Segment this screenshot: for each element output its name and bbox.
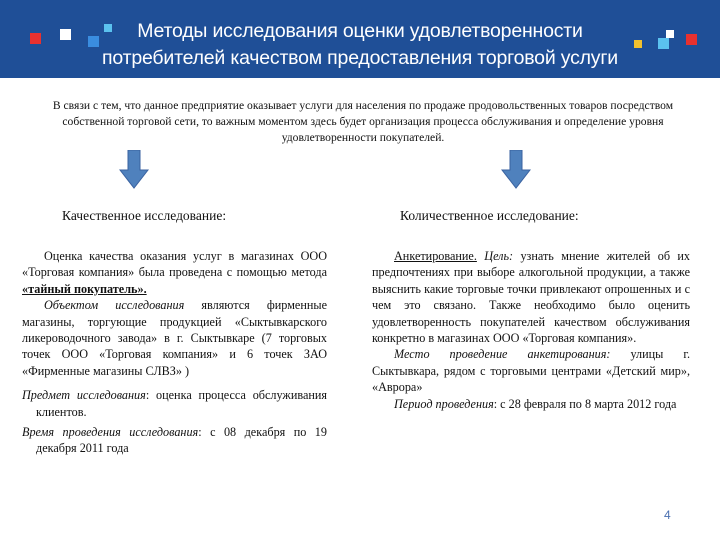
arrow-down-icon [119,150,149,190]
slide-title-line-1: Методы исследования оценки удовлетворенности [137,20,583,42]
qualitative-time-label: Время проведения исследования [22,425,199,440]
quantitative-period-paragraph [372,396,690,412]
quantitative-heading: Количественное исследование: [400,208,579,223]
qualitative-time-paragraph [22,424,327,457]
slide-title-line-2: потребителей качеством предоставления торговой услуги [102,47,618,69]
page-number: 4 [664,508,671,522]
quantitative-place-paragraph [372,346,690,395]
intro-paragraph: В связи с тем, что данное предприятие оказывает услуги для населения по продаже продовольственных товаров посредством собственной торговой сети, то важным моментом здесь будет организация процесса обслуживания и определение уровня удовлетворенности покупателей. [52,99,674,144]
quantitative-place-label: Место проведение анкетирования: [394,347,611,362]
qualitative-time-text: : с 08 декабря по 19 декабря 2011 года [36,425,327,456]
quantitative-goal-text: узнать мнение жителей об их предпочтениях при выборе алкогольной продукции, а также выяснить какие торговые точки привлекают опрошенных и с чем это связано. Также необходимо было оценить удовлетворенность покупателей качеством обслуживания конкретно в магазинах ООО «Торговая компания». [372,249,691,346]
arrow-down-icon [501,150,531,190]
qualitative-heading: Качественное исследование: [62,208,227,223]
quantitative-period-label: Период проведения [394,396,494,411]
quantitative-place-text: улицы г. Сыктывкара, рядом с торговыми центрами «Детский мир», «Аврора» [372,347,690,395]
qualitative-object-text: являются фирменные магазины, торгующие продукцией «Сыктывкарского ликероводочного завода» в г. Сыктывкаре (7 торговых точек ООО «Торговая компания» и 6 точек ЗАО «Фирменные магазины СЛВЗ» ) [22,298,327,378]
qualitative-method-name: «тайный покупатель». [22,281,147,296]
quantitative-period-text: : с 28 февраля по 8 марта 2012 года [493,396,677,411]
qualitative-subject-label: Предмет исследования [22,388,146,403]
qualitative-object-label: Объектом исследования [44,298,185,313]
quantitative-method-paragraph [372,248,690,346]
qualitative-object-paragraph [22,297,327,379]
qualitative-method-text: Оценка качества оказания услуг в магазинах ООО «Торговая компания» была проведена с помощью метода [22,249,327,280]
qualitative-method-paragraph [22,248,327,297]
slide-title [0,18,720,72]
quantitative-goal-label: Цель: [484,249,514,263]
qualitative-subject-paragraph [22,387,327,420]
qualitative-column [22,248,327,457]
quantitative-method-name: Анкетирование. [394,249,477,263]
qualitative-subject-text: : оценка процесса обслуживания клиентов. [36,388,328,419]
quantitative-column [372,248,690,412]
